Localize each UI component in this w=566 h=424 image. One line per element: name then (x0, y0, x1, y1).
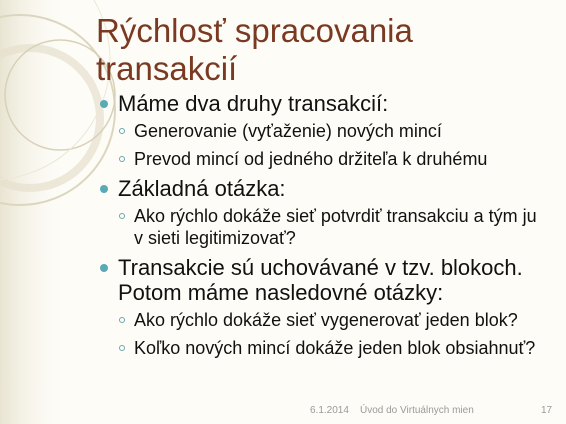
footer-title: Úvod do Virtuálnych mien (360, 405, 474, 416)
slide-title-line-2: transakcií (96, 50, 238, 87)
slide-number: 17 (541, 405, 553, 416)
sub-bullet-item: Generovanie (vyťaženie) nových mincí (118, 120, 550, 142)
footer-date: 6.1.2014 (310, 405, 349, 416)
sub-bullet-item: Prevod mincí od jedného držiteľa k druhému (118, 148, 550, 170)
bullet-item (100, 91, 550, 170)
sub-bullet-list (118, 205, 550, 249)
bullet-text: Základná otázka: (118, 176, 286, 201)
bullet-item (100, 176, 550, 249)
sub-bullet-item: Ako rýchlo dokáže sieť potvrdiť transakciu a tým ju v sieti legitimizovať? (118, 205, 550, 249)
bullet-list (100, 91, 550, 365)
bullet-text: Máme dva druhy transakcií: (118, 91, 389, 116)
sub-bullet-item: Koľko nových mincí dokáže jeden blok obsiahnuť? (118, 337, 550, 359)
slide-title-line-1: Rýchlosť spracovania (96, 12, 413, 49)
sub-bullet-list (118, 309, 550, 359)
sub-bullet-list (118, 120, 550, 170)
sub-bullet-item: Ako rýchlo dokáže sieť vygenerovať jeden blok? (118, 309, 550, 331)
slide-title (96, 12, 536, 88)
bullet-item (100, 255, 550, 359)
bullet-text: Transakcie sú uchovávané v tzv. blokoch. Potom máme nasledovné otázky: (118, 255, 523, 305)
